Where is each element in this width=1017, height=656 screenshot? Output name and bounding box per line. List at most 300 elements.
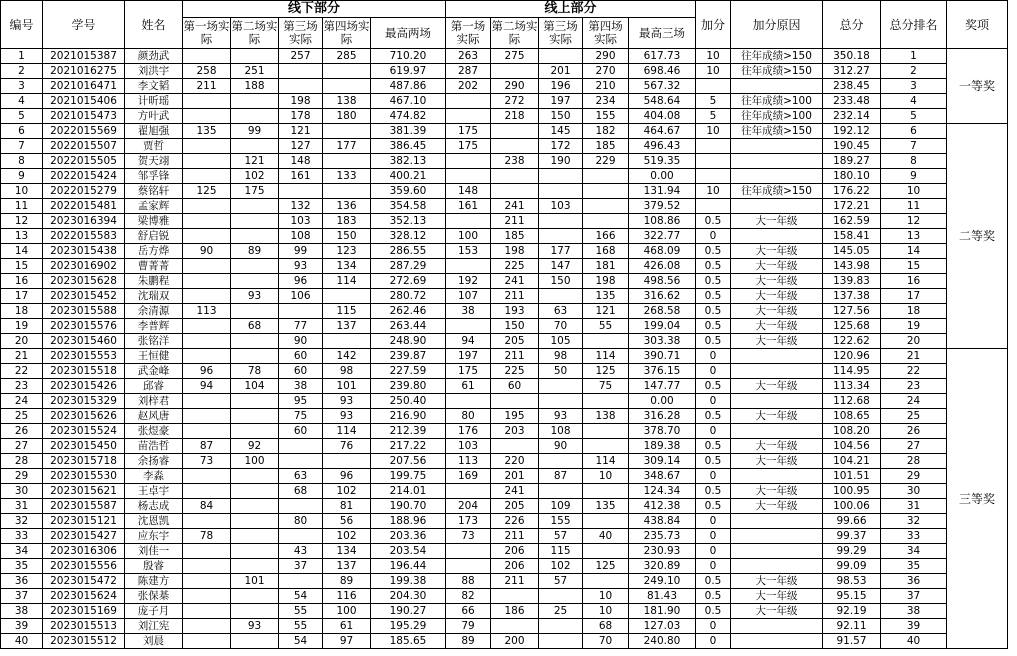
table-cell: 200 [491, 634, 539, 649]
table-cell [583, 199, 629, 214]
header-xuehao: 学号 [43, 1, 125, 49]
table-cell: 567.32 [629, 79, 696, 94]
table-cell: 33 [1, 529, 43, 544]
table-cell: 2023015452 [43, 289, 125, 304]
table-cell: 2023015438 [43, 244, 125, 259]
table-cell: 35 [1, 559, 43, 574]
table-cell: 李普辉 [125, 319, 183, 334]
table-cell [183, 604, 231, 619]
table-cell: 2022015424 [43, 169, 125, 184]
table-cell [231, 544, 279, 559]
table-cell: 359.60 [371, 184, 446, 199]
table-cell: 322.77 [629, 229, 696, 244]
table-cell: 2023015329 [43, 394, 125, 409]
table-cell: 6 [1, 124, 43, 139]
table-cell: 89 [446, 634, 491, 649]
table-cell: 22 [1, 364, 43, 379]
header-award: 奖项 [947, 1, 1008, 49]
table-cell: 249.10 [629, 574, 696, 589]
table-cell: 100 [231, 454, 279, 469]
table-cell: 188.96 [371, 514, 446, 529]
table-cell [539, 619, 583, 634]
table-cell [731, 154, 823, 169]
table-cell [583, 169, 629, 184]
table-cell: 122.62 [823, 334, 881, 349]
table-cell: 10 [696, 124, 731, 139]
table-cell: 邱睿 [125, 379, 183, 394]
table-cell: 大一年级 [731, 454, 823, 469]
table-cell: 大一年级 [731, 409, 823, 424]
award-cell: 二等奖 [947, 124, 1008, 349]
table-cell [491, 184, 539, 199]
table-cell: 8 [881, 154, 947, 169]
table-cell: 263 [446, 49, 491, 64]
table-cell: 166 [583, 229, 629, 244]
table-cell: 132 [279, 199, 323, 214]
table-cell: 182 [583, 124, 629, 139]
table-cell [583, 334, 629, 349]
table-cell: 207.56 [371, 454, 446, 469]
table-cell: 103 [279, 214, 323, 229]
table-cell [183, 574, 231, 589]
table-cell: 239.80 [371, 379, 446, 394]
table-cell: 31 [1, 499, 43, 514]
table-cell: 王恒健 [125, 349, 183, 364]
header-offline-top2: 最高两场 [371, 18, 446, 49]
table-cell [231, 49, 279, 64]
table-cell: 105 [539, 334, 583, 349]
table-cell: 大一年级 [731, 574, 823, 589]
table-cell: 87 [539, 469, 583, 484]
table-cell: 2023015460 [43, 334, 125, 349]
table-cell: 108.20 [823, 424, 881, 439]
table-cell [539, 454, 583, 469]
table-cell: 0 [696, 349, 731, 364]
table-cell [731, 139, 823, 154]
table-cell: 233.48 [823, 94, 881, 109]
table-cell [446, 109, 491, 124]
table-cell [731, 544, 823, 559]
table-cell [183, 334, 231, 349]
table-cell [446, 259, 491, 274]
table-cell: 55 [279, 604, 323, 619]
table-cell: 100 [446, 229, 491, 244]
table-cell: 2022015481 [43, 199, 125, 214]
table-cell: 206 [491, 559, 539, 574]
table-cell: 32 [881, 514, 947, 529]
table-cell: 23 [1, 379, 43, 394]
table-cell: 2022015569 [43, 124, 125, 139]
table-cell [231, 304, 279, 319]
table-cell: 203.54 [371, 544, 446, 559]
table-row [1, 469, 1008, 484]
table-cell: 5 [881, 109, 947, 124]
table-cell: 212.39 [371, 424, 446, 439]
table-row [1, 94, 1008, 109]
table-cell: 125.68 [823, 319, 881, 334]
table-cell [491, 394, 539, 409]
table-cell: 63 [279, 469, 323, 484]
table-cell [539, 229, 583, 244]
table-cell: 0 [696, 619, 731, 634]
table-cell: 37 [279, 559, 323, 574]
table-cell: 32 [1, 514, 43, 529]
header-offline-group: 线下部分 [183, 1, 446, 18]
table-cell: 104.56 [823, 439, 881, 454]
table-cell: 112.68 [823, 394, 881, 409]
table-cell: 211 [183, 79, 231, 94]
table-cell [583, 214, 629, 229]
table-row [1, 559, 1008, 574]
table-cell: 99.09 [823, 559, 881, 574]
table-cell: 180.10 [823, 169, 881, 184]
table-cell: 155 [583, 109, 629, 124]
table-cell: 127.56 [823, 304, 881, 319]
table-cell [183, 514, 231, 529]
table-cell [731, 394, 823, 409]
table-cell: 96 [279, 274, 323, 289]
table-cell: 98 [323, 364, 371, 379]
table-cell: 23 [881, 379, 947, 394]
table-cell: 40 [1, 634, 43, 649]
table-cell: 150 [491, 319, 539, 334]
table-cell: 211 [491, 529, 539, 544]
table-cell: 138 [583, 409, 629, 424]
table-cell: 82 [446, 589, 491, 604]
table-cell: 286.55 [371, 244, 446, 259]
table-cell: 181.90 [629, 604, 696, 619]
table-cell: 262.46 [371, 304, 446, 319]
table-cell: 10 [696, 64, 731, 79]
table-cell [539, 634, 583, 649]
table-cell [231, 409, 279, 424]
table-cell: 0.5 [696, 379, 731, 394]
table-cell [231, 274, 279, 289]
table-cell: 268.58 [629, 304, 696, 319]
table-cell [539, 49, 583, 64]
table-cell [183, 154, 231, 169]
table-cell: 176 [446, 424, 491, 439]
table-cell: 2022015507 [43, 139, 125, 154]
table-cell [183, 619, 231, 634]
table-cell: 赵风唐 [125, 409, 183, 424]
table-cell: 104.21 [823, 454, 881, 469]
table-cell: 181 [583, 259, 629, 274]
table-cell: 2023015624 [43, 589, 125, 604]
table-cell: 103 [446, 439, 491, 454]
table-cell: 0.5 [696, 214, 731, 229]
table-cell: 147.77 [629, 379, 696, 394]
table-cell: 刘佳一 [125, 544, 183, 559]
table-cell: 15 [881, 259, 947, 274]
table-cell: 153 [446, 244, 491, 259]
table-row [1, 199, 1008, 214]
table-cell: 217.22 [371, 439, 446, 454]
table-cell: 0.5 [696, 589, 731, 604]
header-offline-2: 第二场实际 [231, 18, 279, 49]
table-cell: 98 [539, 349, 583, 364]
table-cell: 178 [279, 109, 323, 124]
table-cell: 226 [491, 514, 539, 529]
table-cell [231, 424, 279, 439]
table-cell: 290 [583, 49, 629, 64]
table-cell: 9 [1, 169, 43, 184]
table-cell [231, 604, 279, 619]
table-cell: 270 [583, 64, 629, 79]
table-cell: 33 [881, 529, 947, 544]
table-cell: 204 [446, 499, 491, 514]
table-cell: 95 [279, 394, 323, 409]
table-cell [183, 544, 231, 559]
table-cell: 24 [881, 394, 947, 409]
table-cell: 大一年级 [731, 589, 823, 604]
table-cell [231, 94, 279, 109]
table-row [1, 214, 1008, 229]
table-cell: 93 [231, 289, 279, 304]
table-cell: 198 [491, 244, 539, 259]
table-cell: 庞子月 [125, 604, 183, 619]
table-cell: 196 [539, 79, 583, 94]
table-cell: 474.82 [371, 109, 446, 124]
table-cell: 大一年级 [731, 334, 823, 349]
table-cell [183, 49, 231, 64]
table-cell: 2023015588 [43, 304, 125, 319]
table-cell: 0.5 [696, 334, 731, 349]
table-cell: 225 [491, 364, 539, 379]
table-cell: 312.27 [823, 64, 881, 79]
table-cell: 239.87 [371, 349, 446, 364]
table-cell: 大一年级 [731, 304, 823, 319]
table-cell: 107 [446, 289, 491, 304]
table-cell [731, 634, 823, 649]
table-cell: 115 [539, 544, 583, 559]
table-cell: 131.94 [629, 184, 696, 199]
table-cell: 220 [491, 454, 539, 469]
table-cell: 108 [539, 424, 583, 439]
table-cell: 190.45 [823, 139, 881, 154]
table-cell: 108.86 [629, 214, 696, 229]
table-cell: 4 [1, 94, 43, 109]
table-cell [491, 439, 539, 454]
table-cell [446, 484, 491, 499]
table-cell: 101 [231, 574, 279, 589]
table-cell: 0 [696, 394, 731, 409]
table-cell: 90 [183, 244, 231, 259]
table-cell: 198 [279, 94, 323, 109]
table-cell: 37 [881, 589, 947, 604]
table-cell: 梁博雅 [125, 214, 183, 229]
table-cell: 大一年级 [731, 499, 823, 514]
table-cell: 2023015718 [43, 454, 125, 469]
table-cell [183, 484, 231, 499]
table-cell: 124.34 [629, 484, 696, 499]
table-cell [183, 109, 231, 124]
table-cell: 102 [323, 484, 371, 499]
header-jiafen-reason: 加分原因 [731, 1, 823, 49]
table-cell: 496.43 [629, 139, 696, 154]
table-cell [446, 319, 491, 334]
table-cell [183, 589, 231, 604]
table-cell: 426.08 [629, 259, 696, 274]
table-cell: 39 [1, 619, 43, 634]
table-cell: 2023015530 [43, 469, 125, 484]
table-cell: 379.52 [629, 199, 696, 214]
table-cell: 3 [881, 79, 947, 94]
table-cell [731, 559, 823, 574]
table-cell: 75 [583, 379, 629, 394]
table-cell [231, 499, 279, 514]
table-cell: 352.13 [371, 214, 446, 229]
table-cell: 16 [1, 274, 43, 289]
table-cell: 199.04 [629, 319, 696, 334]
table-cell: 272.69 [371, 274, 446, 289]
table-cell: 100.95 [823, 484, 881, 499]
table-cell: 89 [231, 244, 279, 259]
table-cell: 2023015553 [43, 349, 125, 364]
table-cell: 往年成绩>100 [731, 94, 823, 109]
table-cell: 17 [881, 289, 947, 304]
table-cell: 290 [491, 79, 539, 94]
table-cell: 2 [1, 64, 43, 79]
table-cell: 36 [1, 574, 43, 589]
table-cell: 115 [323, 304, 371, 319]
table-cell: 73 [446, 529, 491, 544]
table-cell: 大一年级 [731, 289, 823, 304]
table-cell: 2023015518 [43, 364, 125, 379]
table-cell: 272 [491, 94, 539, 109]
table-cell: 2023015513 [43, 619, 125, 634]
table-cell: 438.84 [629, 514, 696, 529]
table-cell: 应东宇 [125, 529, 183, 544]
table-cell: 135 [183, 124, 231, 139]
table-cell: 24 [1, 394, 43, 409]
table-cell: 235.73 [629, 529, 696, 544]
table-cell: 66 [446, 604, 491, 619]
table-cell: 137.38 [823, 289, 881, 304]
table-cell: 487.86 [371, 79, 446, 94]
table-row [1, 409, 1008, 424]
table-cell: 127 [279, 139, 323, 154]
table-cell: 102 [231, 169, 279, 184]
table-cell: 139.83 [823, 274, 881, 289]
table-cell [491, 124, 539, 139]
table-cell: 往年成绩>150 [731, 184, 823, 199]
table-cell: 10 [583, 469, 629, 484]
table-cell: 刘梓君 [125, 394, 183, 409]
table-cell [183, 289, 231, 304]
table-cell: 190 [539, 154, 583, 169]
table-cell: 76 [323, 439, 371, 454]
table-cell: 241 [491, 274, 539, 289]
table-cell: 12 [1, 214, 43, 229]
table-cell: 殷睿 [125, 559, 183, 574]
table-cell: 2021015406 [43, 94, 125, 109]
table-row [1, 124, 1008, 139]
table-cell [279, 454, 323, 469]
table-cell: 90 [279, 334, 323, 349]
table-cell: 412.38 [629, 499, 696, 514]
table-cell: 10 [696, 49, 731, 64]
table-cell [279, 529, 323, 544]
table-cell: 698.46 [629, 64, 696, 79]
table-cell: 2023015121 [43, 514, 125, 529]
table-cell: 257 [279, 49, 323, 64]
table-cell: 0.00 [629, 394, 696, 409]
table-cell: 73 [183, 454, 231, 469]
header-rank: 总分排名 [881, 1, 947, 49]
table-cell [183, 319, 231, 334]
table-cell: 125 [583, 364, 629, 379]
header-offline-4: 第四场实际 [323, 18, 371, 49]
table-cell: 137 [323, 319, 371, 334]
table-cell [583, 574, 629, 589]
table-row [1, 109, 1008, 124]
table-cell: 大一年级 [731, 274, 823, 289]
table-cell: 38 [881, 604, 947, 619]
table-cell: 404.08 [629, 109, 696, 124]
table-cell: 大一年级 [731, 319, 823, 334]
table-cell: 大一年级 [731, 439, 823, 454]
table-cell: 2022015583 [43, 229, 125, 244]
table-cell: 280.72 [371, 289, 446, 304]
table-cell [491, 64, 539, 79]
table-cell: 619.97 [371, 64, 446, 79]
table-cell: 往年成绩>150 [731, 49, 823, 64]
table-cell: 190.70 [371, 499, 446, 514]
table-cell: 0.5 [696, 604, 731, 619]
table-cell: 121 [583, 304, 629, 319]
table-cell: 155 [539, 514, 583, 529]
table-cell [491, 169, 539, 184]
table-cell: 28 [881, 454, 947, 469]
table-cell [183, 424, 231, 439]
table-cell: 99.66 [823, 514, 881, 529]
table-cell: 10 [1, 184, 43, 199]
table-row [1, 334, 1008, 349]
table-cell: 145 [539, 124, 583, 139]
table-cell: 77 [279, 319, 323, 334]
table-cell: 0.5 [696, 574, 731, 589]
table-cell [231, 199, 279, 214]
table-cell: 邹孚锋 [125, 169, 183, 184]
table-cell [731, 229, 823, 244]
header-online-top3: 最高三场 [629, 18, 696, 49]
table-cell: 80 [446, 409, 491, 424]
table-cell [183, 199, 231, 214]
table-cell: 498.56 [629, 274, 696, 289]
table-cell: 2023015426 [43, 379, 125, 394]
table-cell: 颜劲武 [125, 49, 183, 64]
table-cell: 0 [696, 529, 731, 544]
table-cell: 2023015472 [43, 574, 125, 589]
table-cell: 161 [446, 199, 491, 214]
table-cell: 55 [279, 619, 323, 634]
table-cell: 102 [323, 529, 371, 544]
table-cell: 10 [583, 589, 629, 604]
table-cell: 0.5 [696, 484, 731, 499]
table-cell: 往年成绩>150 [731, 64, 823, 79]
table-cell: 13 [1, 229, 43, 244]
table-cell: 0 [696, 469, 731, 484]
table-cell: 大一年级 [731, 259, 823, 274]
table-cell [183, 409, 231, 424]
table-cell: 227.59 [371, 364, 446, 379]
table-cell: 114 [583, 349, 629, 364]
table-cell: 孟家辉 [125, 199, 183, 214]
table-cell [446, 394, 491, 409]
table-cell: 263.44 [371, 319, 446, 334]
table-cell: 25 [881, 409, 947, 424]
